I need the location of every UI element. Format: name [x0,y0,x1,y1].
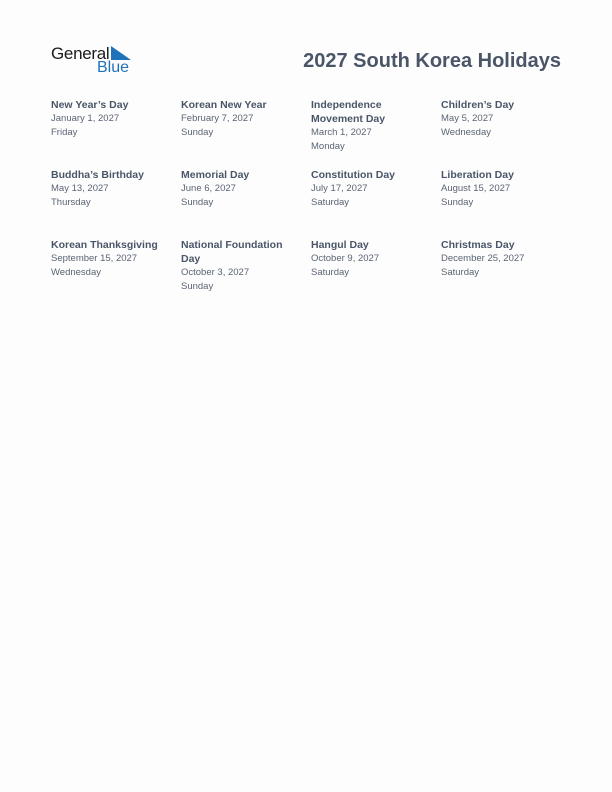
holiday-date: October 9, 2027 [311,253,380,264]
holiday-name: Memorial Day [181,169,250,181]
holiday-name: Hangul Day [311,239,369,251]
holiday-item [51,168,173,210]
holiday-name: Liberation Day [441,169,514,181]
holiday-item [311,168,433,210]
holiday-item [311,98,411,154]
holiday-item [51,98,173,140]
holiday-name: Constitution Day [311,169,395,181]
holiday-item [441,168,563,210]
holiday-weekday: Wednesday [441,127,491,138]
holiday-name: Buddha’s Birthday [51,169,144,181]
holiday-weekday: Saturday [441,267,480,278]
holiday-name: Children’s Day [441,99,515,111]
holiday-item [181,168,303,210]
holiday-item [181,238,291,294]
holiday-weekday: Monday [311,141,345,152]
holiday-name: New Year’s Day [51,99,129,111]
holiday-item [441,238,563,280]
logo-word-blue: Blue [97,59,130,76]
holiday-weekday: Wednesday [51,267,101,278]
holiday-date: August 15, 2027 [441,183,511,194]
holiday-name: Korean New Year [181,99,267,111]
holiday-name: Independence Movement Day [311,99,386,125]
holiday-date: September 15, 2027 [51,253,138,264]
holiday-weekday: Sunday [181,197,214,208]
holiday-weekday: Friday [51,127,78,138]
holiday-item [441,98,563,140]
holiday-weekday: Sunday [181,281,214,292]
holiday-name: Korean Thanksgiving [51,239,158,251]
holiday-weekday: Sunday [441,197,474,208]
holiday-weekday: Thursday [51,197,91,208]
holiday-date: February 7, 2027 [181,113,254,124]
holiday-date: June 6, 2027 [181,183,236,194]
logo-word-general: General [51,44,110,63]
holiday-date: July 17, 2027 [311,183,368,194]
holiday-date: January 1, 2027 [51,113,120,124]
holiday-weekday: Saturday [311,197,350,208]
holiday-weekday: Sunday [181,127,214,138]
holiday-name: Christmas Day [441,239,515,251]
holiday-date: December 25, 2027 [441,253,525,264]
holiday-date: March 1, 2027 [311,127,372,138]
holiday-name: National Foundation Day [181,239,283,265]
page-title: 2027 South Korea Holidays [303,50,561,72]
holiday-weekday: Saturday [311,267,350,278]
holiday-date: May 13, 2027 [51,183,109,194]
holiday-item [181,98,303,140]
holiday-date: May 5, 2027 [441,113,494,124]
generalblue-logo [51,44,141,78]
holiday-date: October 3, 2027 [181,267,250,278]
holiday-item [311,238,433,280]
holiday-item [51,238,173,280]
